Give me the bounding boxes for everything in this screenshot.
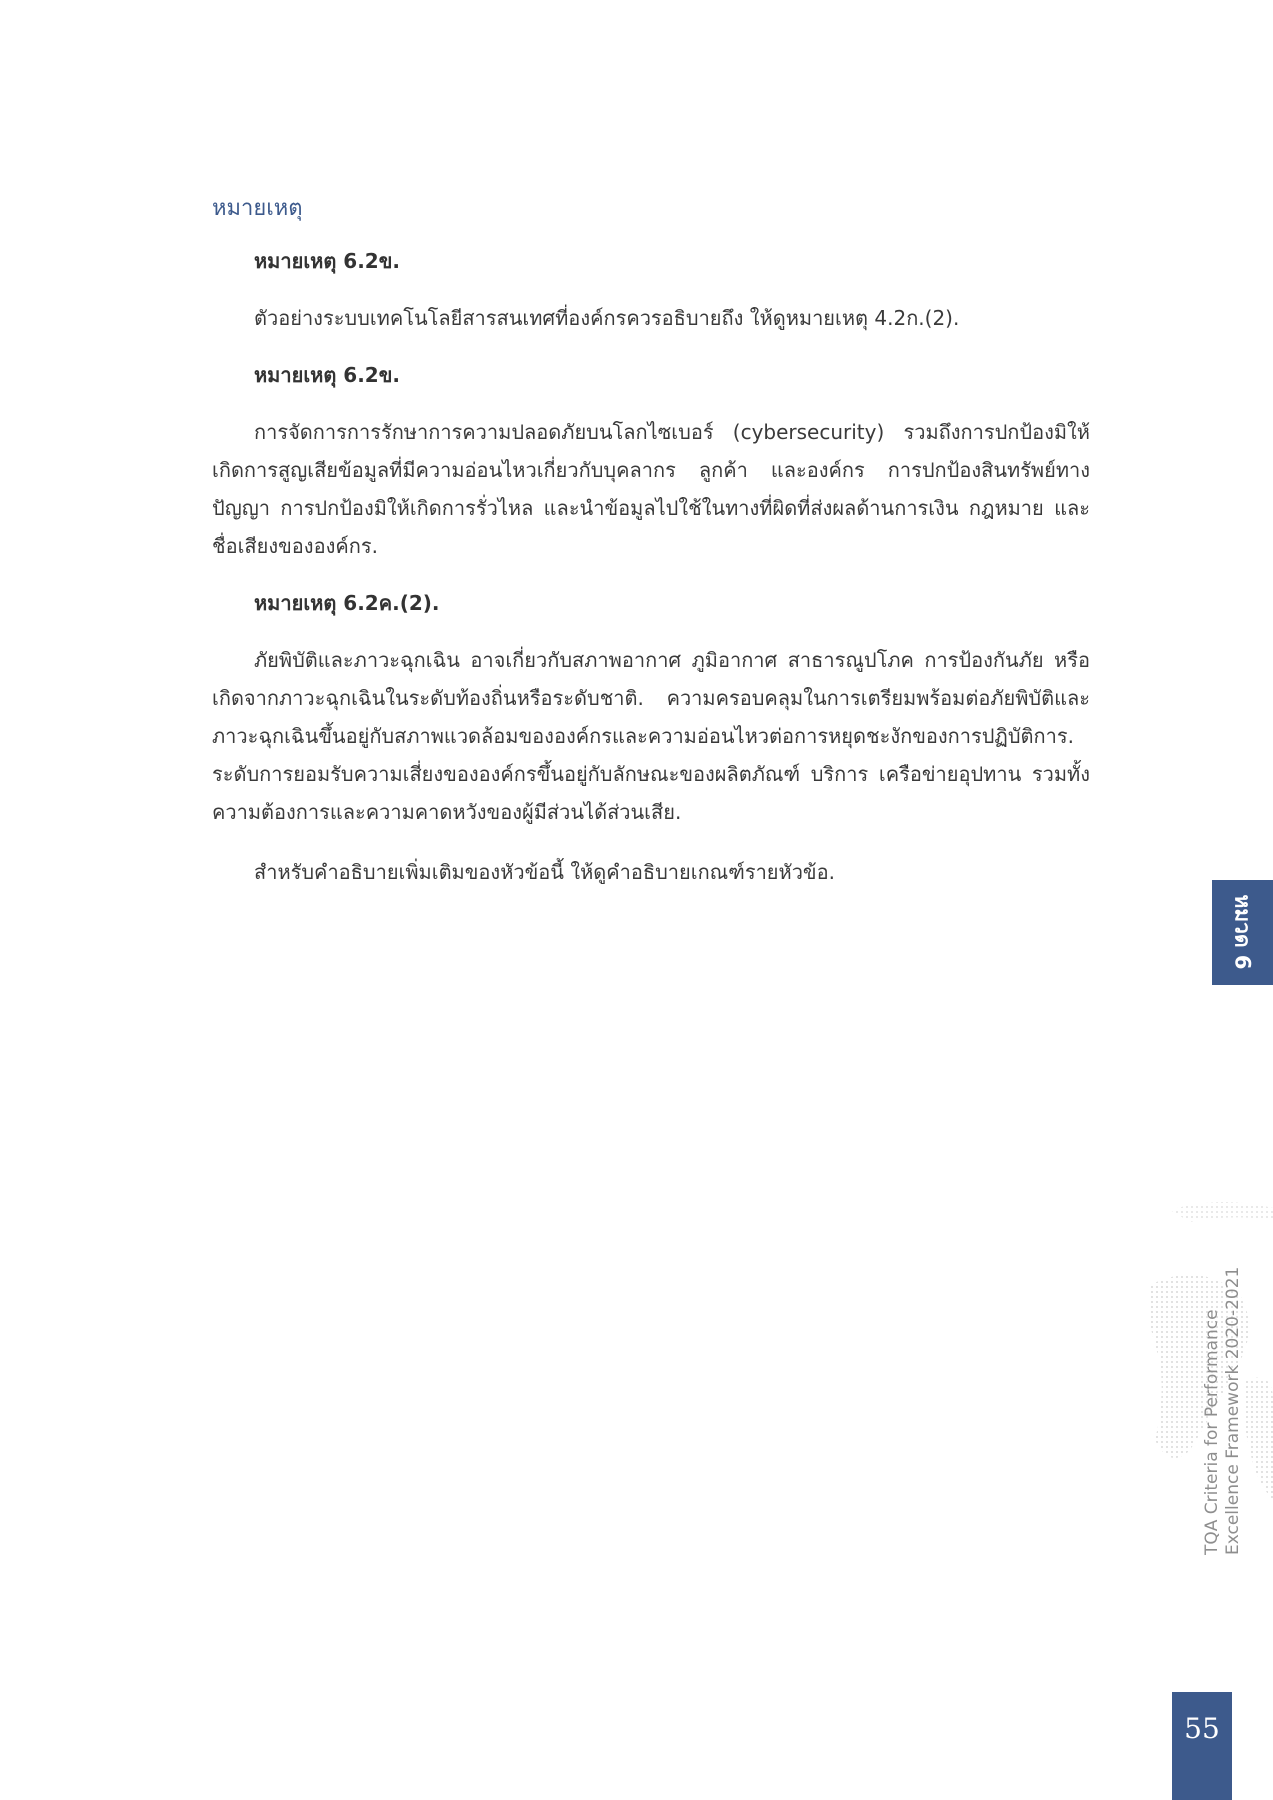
notes-content	[212, 245, 1090, 913]
note-heading: หมายเหตุ 6.2ข.	[254, 249, 400, 273]
note-heading: หมายเหตุ 6.2ข.	[254, 363, 400, 387]
note-heading: หมายเหตุ 6.2ค.(2).	[254, 591, 440, 615]
chapter-tab	[1212, 880, 1273, 985]
chapter-tab-label: หมวด 6	[1230, 894, 1255, 970]
framework-caption	[1202, 1267, 1244, 1555]
framework-caption-line: TQA Criteria for Performance	[1202, 1309, 1222, 1555]
note-paragraph: ภัยพิบัติและภาวะฉุกเฉิน อาจเกี่ยวกับสภาพอากาศ ภูมิอากาศ สาธารณูปโภค การป้องกันภัย หรือเกิดจากภาวะฉุกเฉินในระดับท้องถิ่นหรือระดับชาติ. ความครอบคลุมในการเตรียมพร้อมต่อภัยพิบัติและภาวะฉุกเฉินขึ้นอยู่กับสภาพแวดล้อมขององค์กรและความอ่อนไหวต่อการหยุดชะงักของการปฏิบัติการ. ระดับการยอมรับความเสี่ยงขององค์กรขึ้นอยู่กับลักษณะของผลิตภัณฑ์ บริการ เครือข่ายอุปทาน รวมทั้งความต้องการและความคาดหวังของผู้มีส่วนได้ส่วนเสีย.	[212, 648, 1090, 824]
page-number: 55	[1184, 1712, 1220, 1745]
note-paragraph: การจัดการการรักษาการความปลอดภัยบนโลกไซเบอร์ (cybersecurity) รวมถึงการปกป้องมิให้เกิดการสูญเสียข้อมูลที่มีความอ่อนไหวเกี่ยวกับบุคลากร ลูกค้า และองค์กร การปกป้องสินทรัพย์ทางปัญญา การปกป้องมิให้เกิดการรั่วไหล และนำข้อมูลไปใช้ในทางที่ผิดที่ส่งผลด้านการเงิน กฎหมาย และชื่อเสียงขององค์กร.	[212, 420, 1090, 558]
closing-paragraph: สำหรับคำอธิบายเพิ่มเติมของหัวข้อนี้ ให้ดูคำอธิบายเกณฑ์รายหัวข้อ.	[254, 860, 835, 884]
note-paragraph: ตัวอย่างระบบเทคโนโลยีสารสนเทศที่องค์กรควรอธิบายถึง ให้ดูหมายเหตุ 4.2ก.(2).	[254, 306, 960, 330]
section-title: หมายเหตุ	[212, 196, 303, 221]
page-number-box	[1172, 1692, 1232, 1800]
framework-caption-line: Excellence Framework 2020-2021	[1223, 1266, 1243, 1555]
